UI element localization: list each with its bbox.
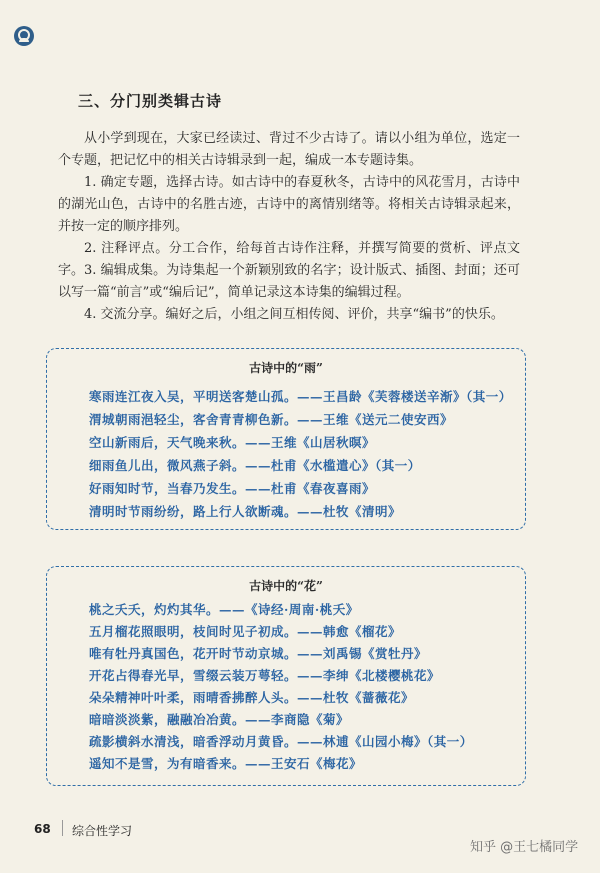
step-4-paragraph: 4. 交流分享。编好之后，小组之间互相传阅、评价，共享“编书”的快乐。 [84, 307, 504, 322]
page-corner-icon [14, 26, 34, 46]
flower-poem-line: 朵朵精神叶叶柔，雨晴香拂醉人头。——杜牧《蔷薇花》 [89, 690, 415, 705]
step-1-paragraph: 1. 确定专题，选择古诗。如古诗中的春夏秋冬，古诗中的风花雪月，古诗中的湖光山色，古诗中的名胜古迹，古诗中的离情别绪等。将相关古诗辑录起来，并按一定的顺序排列。 [58, 175, 520, 234]
flower-poem-line: 开花占得春光早，雪缀云装万萼轻。——李绅《北楼樱桃花》 [89, 668, 441, 683]
rain-box-title: 古诗中的“雨” [249, 361, 323, 375]
step-3-paragraph: 3. 编辑成集。为诗集起一个新颖别致的名字；设计版式、插图、封面；还可以写一篇“前言”或“编后记”，简单记录这本诗集的编辑过程。 [58, 263, 520, 300]
flower-poem-line: 疏影横斜水清浅，暗香浮动月黄昏。——林逋《山园小梅》（其一） [89, 734, 473, 749]
watermark-text: 知乎 @王七橘同学 [470, 840, 579, 855]
flower-poems-box [46, 566, 526, 786]
flower-poem-line: 唯有牡丹真国色，花开时节动京城。——刘禹锡《赏牡丹》 [89, 646, 428, 661]
footer-divider [62, 820, 63, 836]
footer-label: 综合性学习 [72, 824, 133, 838]
rain-poem-line: 空山新雨后，天气晚来秋。——王维《山居秋暝》 [89, 435, 376, 450]
flower-box-title: 古诗中的“花” [249, 579, 323, 593]
flower-poem-line: 桃之夭夭，灼灼其华。——《诗经·周南·桃夭》 [89, 602, 359, 617]
intro-paragraph: 从小学到现在，大家已经读过、背过不少古诗了。请以小组为单位，选定一个专题，把记忆中的相关古诗辑录到一起，编成一本专题诗集。 [58, 131, 520, 168]
rain-poem-line: 细雨鱼儿出，微风燕子斜。——杜甫《水槛遣心》（其一） [89, 458, 421, 473]
section-title: 三、分门别类辑古诗 [78, 92, 223, 110]
flower-poem-line: 五月榴花照眼明，枝间时见子初成。——韩愈《榴花》 [89, 624, 402, 639]
rain-poem-line: 清明时节雨纷纷，路上行人欲断魂。——杜牧《清明》 [89, 504, 402, 519]
flower-poem-line: 暗暗淡淡紫，融融冶冶黄。——李商隐《菊》 [89, 712, 350, 727]
page-number: 68 [34, 822, 51, 836]
step-2-paragraph: 2. 注释评点。分工合作，给每首古诗作注释，并撰写简要的赏析、评点文字。 [58, 241, 520, 278]
rain-poems-box [46, 348, 526, 530]
rain-poem-line: 好雨知时节，当春乃发生。——杜甫《春夜喜雨》 [89, 481, 376, 496]
rain-poem-line: 寒雨连江夜入吴，平明送客楚山孤。——王昌龄《芙蓉楼送辛渐》（其一） [89, 389, 512, 404]
rain-poem-line: 渭城朝雨浥轻尘，客舍青青柳色新。——王维《送元二使安西》 [89, 412, 454, 427]
flower-poem-line: 遥知不是雪，为有暗香来。——王安石《梅花》 [89, 756, 363, 771]
